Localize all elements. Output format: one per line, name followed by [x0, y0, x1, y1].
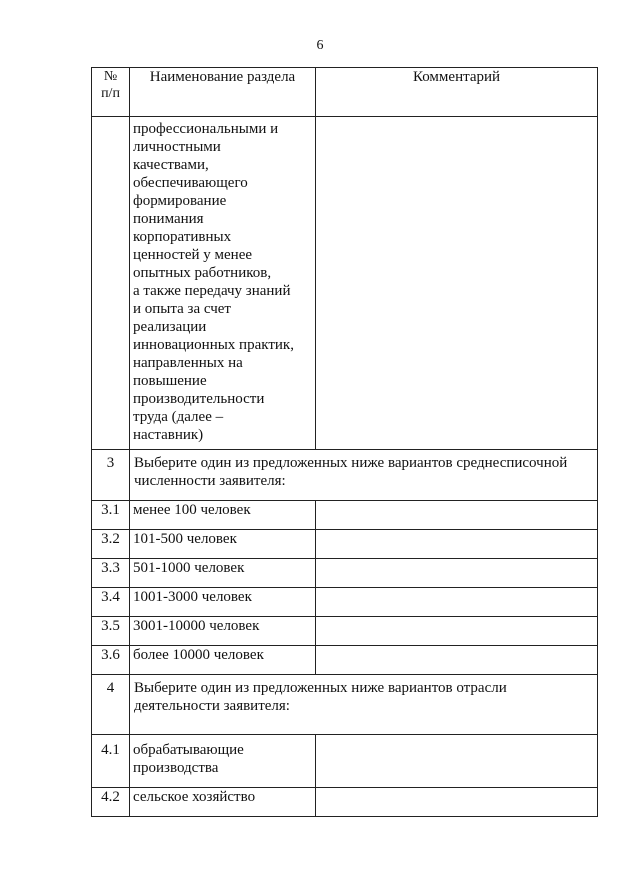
- option-label: более 10000 человек: [130, 646, 316, 675]
- option-comment-cell[interactable]: [316, 617, 598, 646]
- text-line: производительности: [133, 391, 265, 407]
- continuation-comment-cell[interactable]: [316, 117, 598, 450]
- option-comment-cell[interactable]: [316, 530, 598, 559]
- option-comment-cell[interactable]: [316, 501, 598, 530]
- table-row-continuation: [92, 117, 598, 450]
- table-row-option: [92, 617, 598, 646]
- text-line: личностными: [133, 139, 221, 155]
- header-section-name: Наименование раздела: [130, 68, 316, 117]
- option-number: 3.2: [92, 530, 130, 559]
- option-number: 3.1: [92, 501, 130, 530]
- application-form-table: [91, 67, 598, 817]
- text-line: понимания: [133, 211, 204, 227]
- text-line: наставник): [133, 427, 204, 443]
- continuation-number-cell: [92, 117, 130, 450]
- section-number: 4: [92, 675, 130, 735]
- table-row-option: [92, 559, 598, 588]
- text-line: корпоративных: [133, 229, 232, 245]
- option-number: 4.1: [92, 735, 130, 788]
- option-label: 1001-3000 человек: [130, 588, 316, 617]
- header-number: [92, 68, 130, 117]
- table-row-section-3: [92, 450, 598, 501]
- text-line: реализации: [133, 319, 207, 335]
- option-comment-cell[interactable]: [316, 588, 598, 617]
- option-label: 501-1000 человек: [130, 559, 316, 588]
- option-label: 101-500 человек: [130, 530, 316, 559]
- option-comment-cell[interactable]: [316, 559, 598, 588]
- table-row-section-4: [92, 675, 598, 735]
- option-label: менее 100 человек: [130, 501, 316, 530]
- text-line: формирование: [133, 193, 227, 209]
- option-number: 3.5: [92, 617, 130, 646]
- text-line: направленных на: [133, 355, 243, 371]
- table-header-row: [92, 68, 598, 117]
- text-line: и опыта за счет: [133, 301, 231, 317]
- section-question: Выберите один из предложенных ниже вариантов отрасли деятельности заявителя:: [130, 675, 598, 735]
- table-row-option: [92, 501, 598, 530]
- table-row-option: [92, 788, 598, 817]
- text-line: труда (далее –: [133, 409, 224, 425]
- text-line: повышение: [133, 373, 207, 389]
- option-label: [130, 735, 316, 788]
- header-number-symbol: №: [103, 69, 118, 84]
- section-number: 3: [92, 450, 130, 501]
- continuation-text-cell: [130, 117, 316, 450]
- option-number: 3.6: [92, 646, 130, 675]
- table-row-option: [92, 735, 598, 788]
- text-line: обеспечивающего: [133, 175, 248, 191]
- table-row-option: [92, 588, 598, 617]
- text-line: опытных работников,: [133, 265, 272, 281]
- option-number: 3.3: [92, 559, 130, 588]
- text-line: профессиональными и: [133, 121, 279, 137]
- table-row-option: [92, 646, 598, 675]
- text-line: ценностей у менее: [133, 247, 253, 263]
- option-comment-cell[interactable]: [316, 788, 598, 817]
- option-label: 3001-10000 человек: [130, 617, 316, 646]
- option-label-line: обрабатывающие: [133, 742, 244, 758]
- option-label: сельское хозяйство: [130, 788, 316, 817]
- option-number: 3.4: [92, 588, 130, 617]
- option-comment-cell[interactable]: [316, 735, 598, 788]
- option-number: 4.2: [92, 788, 130, 817]
- header-comment: Комментарий: [316, 68, 598, 117]
- text-line: инновационных практик,: [133, 337, 294, 353]
- page-number: 6: [316, 38, 324, 53]
- text-line: а также передачу знаний: [133, 283, 291, 299]
- header-number-abbrev: п/п: [101, 86, 120, 101]
- table-row-option: [92, 530, 598, 559]
- option-comment-cell[interactable]: [316, 646, 598, 675]
- text-line: качествами,: [133, 157, 209, 173]
- section-question: Выберите один из предложенных ниже вариантов среднесписочной численности заявителя:: [130, 450, 598, 501]
- option-label-line: производства: [133, 760, 219, 776]
